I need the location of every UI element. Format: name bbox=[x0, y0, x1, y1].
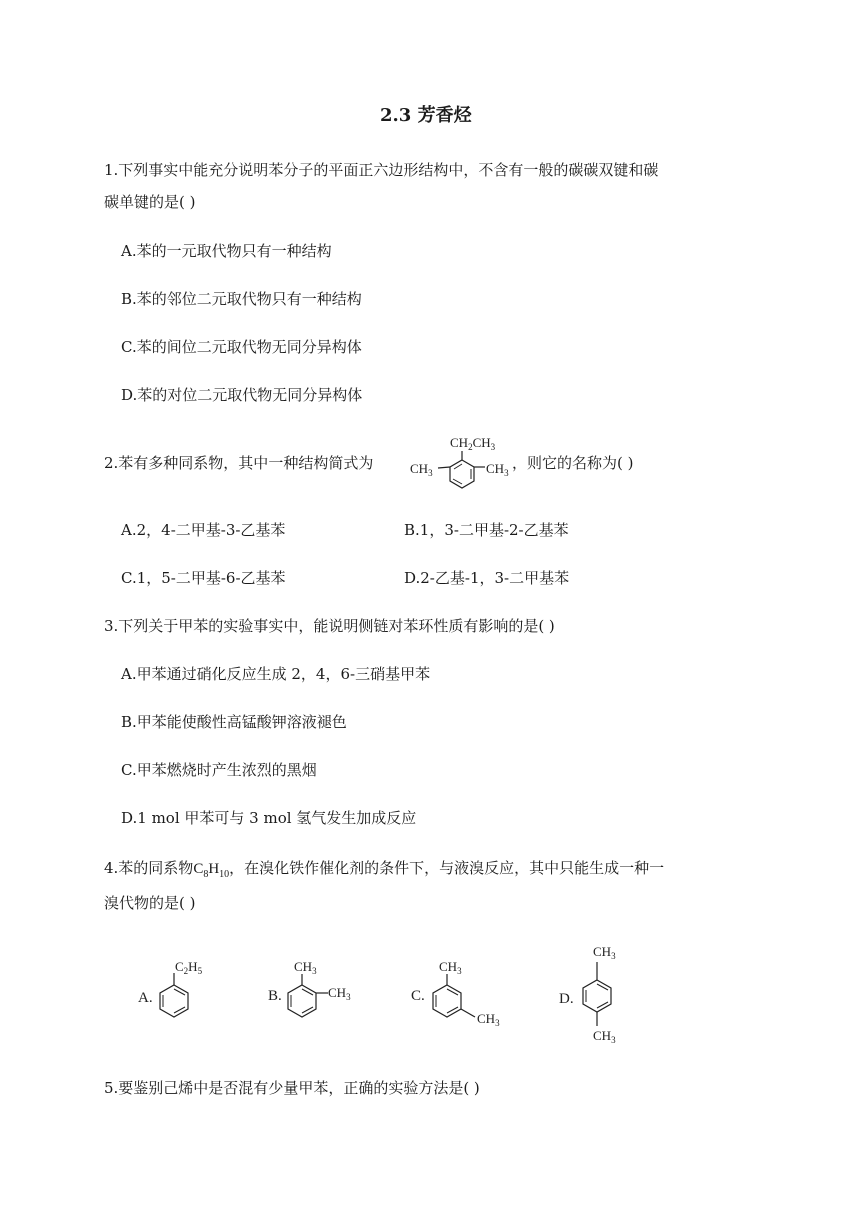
q4-a-ethyl-label: $C_2H_5$ bbox=[175, 959, 203, 976]
q4-formula: $C_8H_{10}$ bbox=[193, 861, 230, 880]
q4-b-letter: B. bbox=[268, 988, 282, 1004]
q2-option-d: D.2-乙基-1，3-二甲基苯 bbox=[404, 569, 570, 587]
q2-stem-before: 2.苯有多种同系物，其中一种结构简式为 bbox=[104, 454, 374, 472]
q4-c-methyl2-label: $CH_3$ bbox=[477, 1011, 500, 1028]
q2-ethyl-label: $CH_2CH_3$ bbox=[450, 435, 496, 452]
q2-option-b: B.1，3-二甲基-2-乙基苯 bbox=[404, 521, 569, 539]
q3-option-b: B.甲苯能使酸性高锰酸钾溶液褪色 bbox=[121, 713, 347, 731]
q4-b-methyl2-label: $CH_3$ bbox=[328, 985, 351, 1002]
q4-d-methyl2-label: $CH_3$ bbox=[593, 1028, 616, 1045]
q1-option-c: C.苯的间位二元取代物无同分异构体 bbox=[121, 338, 362, 356]
q4-structure-d bbox=[555, 938, 645, 1048]
q3-option-c: C.甲苯燃烧时产生浓烈的黑烟 bbox=[121, 761, 317, 779]
q2-option-c: C.1，5-二甲基-6-乙基苯 bbox=[121, 569, 286, 587]
q3-stem: 3.下列关于甲苯的实验事实中，能说明侧链对苯环性质有影响的是( ) bbox=[104, 617, 555, 635]
page-title: 2.3 芳香烃 bbox=[380, 105, 472, 126]
q1-option-b: B.苯的邻位二元取代物只有一种结构 bbox=[121, 290, 362, 308]
q5-stem: 5.要鉴别己烯中是否混有少量甲苯，正确的实验方法是( ) bbox=[104, 1079, 480, 1097]
q4-structure-c bbox=[405, 945, 520, 1040]
q4-structure-b bbox=[262, 945, 377, 1040]
q2-right-methyl-label: $CH_3$ bbox=[486, 461, 509, 478]
q4-stem-before: 4.苯的同系物 bbox=[104, 859, 194, 877]
q1-option-a: A.苯的一元取代物只有一种结构 bbox=[121, 242, 332, 260]
q3-option-a: A.甲苯通过硝化反应生成 2，4，6-三硝基甲苯 bbox=[121, 665, 431, 683]
q4-b-methyl1-label: $CH_3$ bbox=[294, 959, 317, 976]
q4-a-letter: A. bbox=[138, 990, 153, 1006]
q4-stem-line1 bbox=[104, 858, 664, 885]
q2-option-a: A.2，4-二甲基-3-乙基苯 bbox=[121, 521, 286, 539]
q4-stem-line2: 溴代物的是( ) bbox=[104, 894, 196, 912]
q1-stem-line1: 1.下列事实中能充分说明苯分子的平面正六边形结构中，不含有一般的碳碳双键和碳 bbox=[104, 161, 659, 179]
q4-d-letter: D. bbox=[559, 991, 574, 1007]
q4-c-methyl1-label: $CH_3$ bbox=[439, 959, 462, 976]
q2-stem-after: ，则它的名称为( ) bbox=[512, 454, 634, 472]
q1-stem-line2: 碳单键的是( ) bbox=[104, 193, 196, 211]
q1-option-d: D.苯的对位二元取代物无同分异构体 bbox=[121, 386, 363, 404]
q4-d-methyl1-label: $CH_3$ bbox=[593, 944, 616, 961]
q2-structure-image bbox=[410, 430, 516, 496]
q4-c-letter: C. bbox=[411, 988, 425, 1004]
q4-stem-after: ，在溴化铁作催化剂的条件下，与液溴反应，其中只能生成一种一 bbox=[229, 859, 665, 877]
q4-structure-a bbox=[130, 945, 230, 1040]
q2-left-methyl-label: $CH_3$ bbox=[410, 461, 433, 478]
q3-option-d: D.1 mol 甲苯可与 3 mol 氢气发生加成反应 bbox=[121, 809, 417, 827]
